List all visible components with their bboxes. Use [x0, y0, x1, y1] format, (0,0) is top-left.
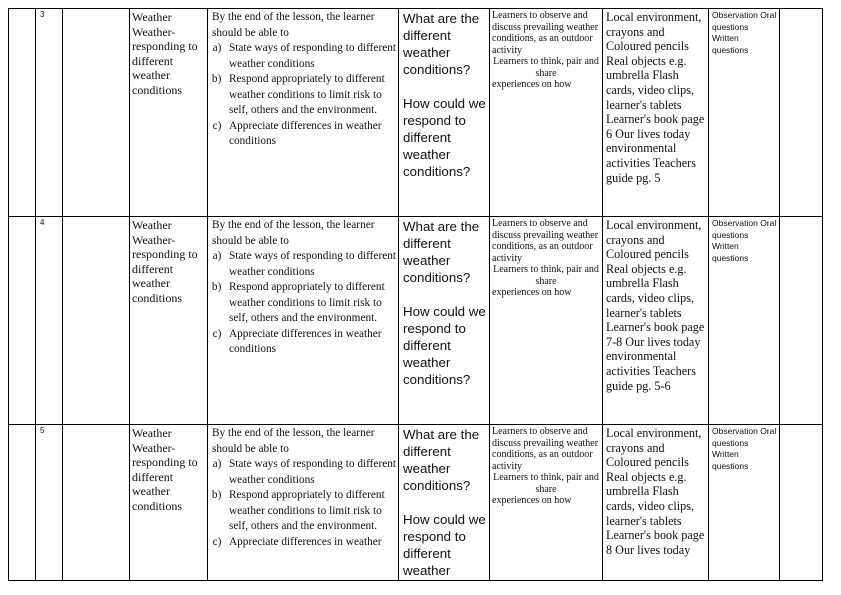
lesson-number [36, 425, 63, 581]
cell-text: Weather Weather-responding to different weather conditions [132, 10, 198, 97]
cell-text: Observation Oral questions Written questions [712, 10, 777, 55]
cell-text: a. State ways of responding to different weather conditions [227, 249, 396, 280]
cell-text: By the end of the lesson, the learner should be able to [212, 219, 375, 247]
cell-text: How could we respond to different weather conditions? [403, 96, 486, 179]
learning-activities-cell [490, 9, 603, 217]
cell-text: experiences on how [492, 495, 572, 506]
cell-text: By the end of the lesson, the learner should be able to [212, 11, 375, 39]
cell-text: How could we respond to different weather [403, 512, 486, 578]
cell-text: Observation Oral questions Written questions [712, 218, 777, 263]
cell-text: Learners to think, pair and share [493, 472, 599, 495]
key-questions-cell [399, 9, 490, 217]
cell-text: What are the different weather conditions? [403, 219, 480, 285]
resources-cell [603, 9, 709, 217]
cell-text: By the end of the lesson, the learner should be able to [212, 427, 375, 455]
cell-text: b. Respond appropriately to different weather conditions to limit risk to self, others and the environment. [227, 72, 396, 119]
cell-text: c. Appreciate differences in weather conditions [227, 327, 396, 358]
table-row [9, 9, 823, 217]
cell-text: Local environment, crayons and Coloured pencils Real objects e.g. umbrella Flash cards, video clips, learner's tablets Learner's book page 7-8 Our lives today environmental activities Teachers guide pg. 5-6 [606, 218, 705, 393]
cell-text: What are the different weather conditions? [403, 427, 480, 493]
remarks-cell [780, 425, 823, 581]
cell-text: Learners to think, pair and share [493, 56, 599, 79]
blank-cell [63, 425, 130, 581]
cell-text: experiences on how [492, 287, 572, 298]
cell-text: Observation Oral questions Written questions [712, 426, 777, 471]
resources-cell [603, 425, 709, 581]
blank-cell [63, 9, 130, 217]
cell-text: Learners to observe and discuss prevailing weather conditions, as an outdoor activity [492, 218, 599, 264]
remarks-cell [780, 217, 823, 425]
key-questions-cell [399, 217, 490, 425]
cell-text: Local environment, crayons and Coloured pencils Real objects e.g. umbrella Flash cards, video clips, learner's tablets Learner's book page 6 Our lives today environmental activities Teachers guide pg. 5 [606, 10, 705, 185]
cell-text: b. Respond appropriately to different weather conditions to limit risk to self, others and the environment. [227, 280, 396, 327]
blank-cell [63, 217, 130, 425]
cell-text: Learners to observe and discuss prevailing weather conditions, as an outdoor activity [492, 426, 599, 472]
cell-text: experiences on how [492, 79, 572, 90]
cell-text: a. State ways of responding to different weather conditions [227, 41, 396, 72]
table-row [9, 425, 823, 581]
blank-cell [9, 217, 36, 425]
cell-text: 4 [40, 218, 45, 227]
assessment-cell [709, 425, 780, 581]
remarks-cell [780, 9, 823, 217]
objectives-cell [208, 217, 399, 425]
assessment-cell [709, 217, 780, 425]
learning-activities-cell [490, 217, 603, 425]
cell-text: How could we respond to different weather conditions? [403, 304, 486, 387]
assessment-cell [709, 9, 780, 217]
cell-text: 3 [40, 10, 45, 19]
key-questions-cell [399, 425, 490, 581]
scheme-of-work-table [8, 8, 823, 581]
cell-text: a. State ways of responding to different weather conditions [227, 457, 396, 488]
blank-cell [9, 425, 36, 581]
cell-text: Learners to observe and discuss prevailing weather conditions, as an outdoor activity [492, 10, 599, 56]
cell-text: Local environment, crayons and Coloured pencils Real objects e.g. umbrella Flash cards, video clips, learner's tablets Learner's book page 8 Our lives today [606, 426, 705, 557]
lesson-number [36, 9, 63, 217]
table-row [9, 217, 823, 425]
topic-cell [130, 425, 208, 581]
cell-text: Weather Weather-responding to different weather conditions [132, 218, 198, 305]
topic-cell [130, 217, 208, 425]
cell-text: Learners to think, pair and share [493, 264, 599, 287]
objectives-cell [208, 9, 399, 217]
learning-activities-cell [490, 425, 603, 581]
cell-text: c. Appreciate differences in weather [227, 535, 396, 551]
objectives-cell [208, 425, 399, 581]
cell-text: b. Respond appropriately to different weather conditions to limit risk to self, others and the environment. [227, 488, 396, 535]
cell-text: Weather Weather-responding to different weather conditions [132, 426, 198, 513]
cell-text: 5 [40, 426, 45, 435]
cell-text: What are the different weather conditions? [403, 11, 480, 77]
topic-cell [130, 9, 208, 217]
blank-cell [9, 9, 36, 217]
cell-text: c. Appreciate differences in weather conditions [227, 119, 396, 150]
resources-cell [603, 217, 709, 425]
lesson-number [36, 217, 63, 425]
